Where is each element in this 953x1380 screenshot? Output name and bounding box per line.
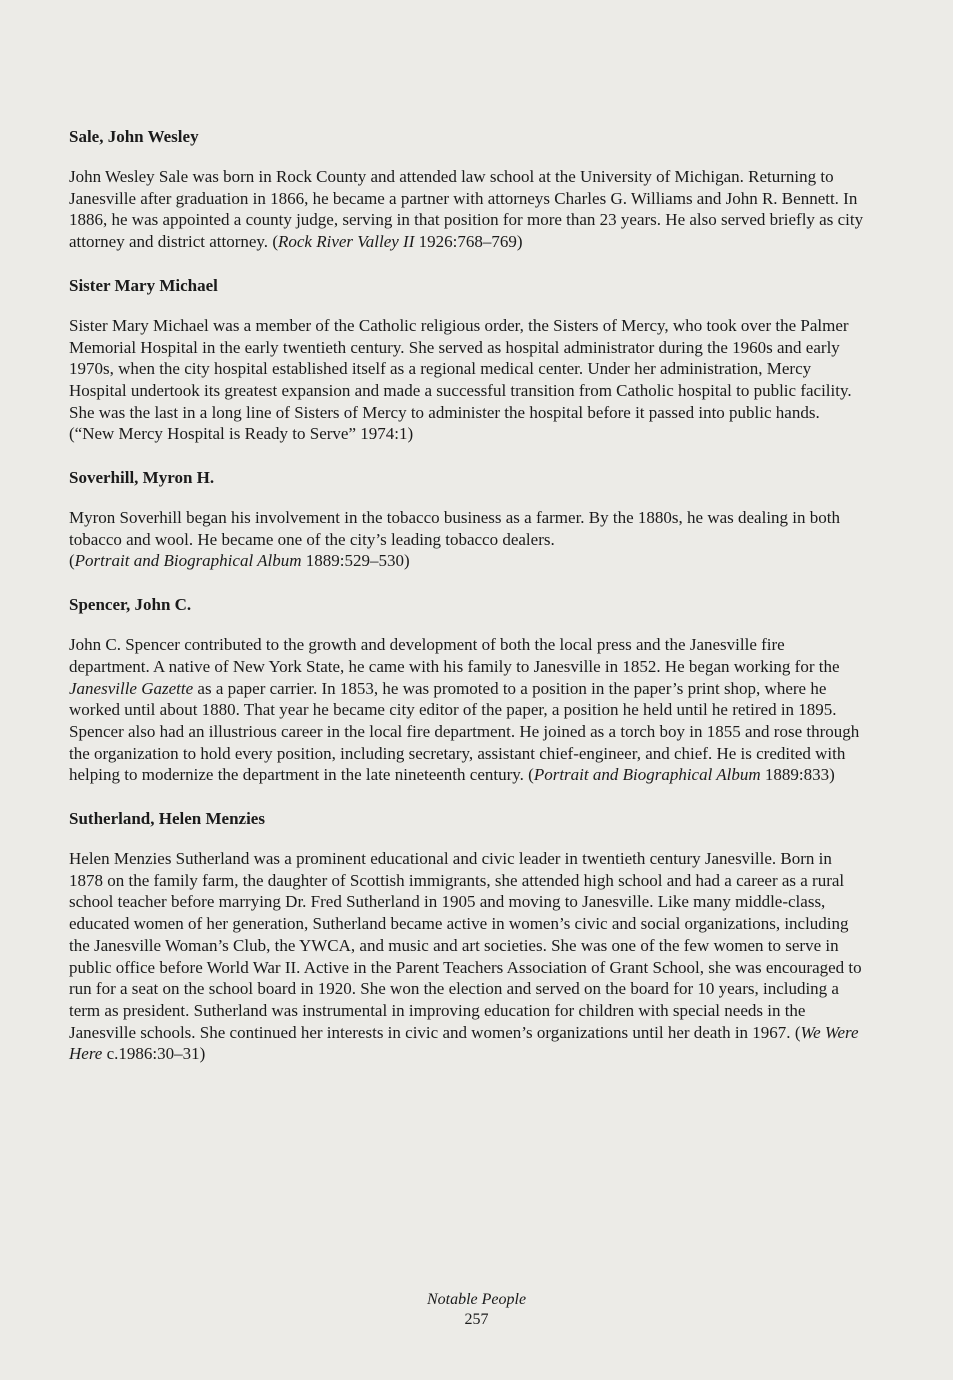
- newspaper-title: Janesville Gazette: [69, 678, 194, 698]
- entry-heading: Sale, John Wesley: [69, 127, 199, 146]
- page-number: 257: [464, 1311, 489, 1328]
- citation-open: (: [523, 765, 534, 785]
- entry-text-pre: John C. Spencer contributed to the growth and development of both the local press and the Janesville fire department. A native of New York State, he came with his family to Janesville in 1852. He began working for the: [69, 635, 840, 676]
- entry-heading: Soverhill, Myron H.: [69, 468, 215, 488]
- entry-text: Helen Menzies Sutherland was a prominent educational and civic leader in twentieth century Janesville. Born in 1878 on the family farm, the daughter of Scottish immigrants, she attended high school and had a career as a rural school teacher before marrying Dr. Fred Sutherland in 1905 and moving to Janesville. Like many middle-class, educated women of her generation, Sutherland became active in women’s civic and social organizations, including the Janesville Woman’s Club, the YWCA, and music and art societies. She was one of the few women to serve in public office before World War II. Active in the Parent Teachers Association of Grant School, she was encouraged to run for a seat on the school board in 1920. She won the election and served on the board for 10 years, including a term as president. Sutherland was instrumental in improving education for children with special needs in the Janesville schools. She continued her interests in civic and women’s organizations until her death in 1967.: [69, 849, 862, 1042]
- entry-text: Sister Mary Michael was a member of the Catholic religious order, the Sisters of Mercy, who took over the Palmer Memorial Hospital in the early twentieth century. She served as hospital administrator during the 1960s and early 1970s, when the city hospital established itself as a regional medical center. Under her administration, Mercy Hospital undertook its greatest expansion and made a successful transition from Catholic hospital to public facility. She was the last in a long line of Sisters of Mercy to administer the hospital before it passed into public hands.: [69, 315, 852, 422]
- page-footer: [0, 1290, 953, 1330]
- citation-rest: 1926:768–769): [414, 232, 523, 252]
- entry-spencer: [69, 594, 869, 786]
- entry-text: Myron Soverhill began his involvement in the tobacco business as a farmer. By the 1880s, he was dealing in both tobacco and wool. He became one of the city’s leading tobacco dealers.: [69, 508, 840, 549]
- citation-open: (: [790, 1022, 801, 1042]
- page-content: [69, 126, 869, 1087]
- entry-sale: [69, 126, 869, 253]
- entry-heading: Spencer, John C.: [69, 595, 192, 615]
- entry-heading: Sister Mary Michael: [69, 275, 218, 295]
- entry-soverhill: [69, 467, 869, 572]
- citation-title: Portrait and Biographical Album: [533, 765, 761, 785]
- citation-rest: 1889:833): [760, 765, 835, 785]
- entry-text: as a paper carrier. In 1853, he was promoted to a position in the paper’s print shop, where he worked until about 1880. That year he became city editor of the paper, a position he held until he retired in 1895. Spencer also had an illustrious career in the local fire department. He joined as a torch boy in 1855 and rose through the organization to hold every position, including secretary, assistant chief-engineer, and chief. He is credited with helping to modernize the department in the late nineteenth century.: [69, 678, 860, 785]
- citation-title: Portrait and Biographical Album: [74, 551, 302, 571]
- entry-heading: Sutherland, Helen Menzies: [69, 809, 265, 829]
- entry-body: [69, 315, 869, 445]
- citation-rest: c.1986:30–31): [102, 1044, 206, 1064]
- citation-title: Rock River Valley II: [277, 232, 415, 252]
- entry-body: [69, 634, 869, 786]
- citation-title: We Were Here: [69, 1022, 859, 1064]
- entry-sister-mary-michael: [69, 275, 869, 445]
- entry-body: Myron Soverhill began his involvement in the tobacco business as a farmer. By the 1880s, he was dealing in both tobacco and wool. He became one of the city’s leading tobacco dealers. (Portrait and Biographical Album 1889:529–530): [69, 508, 840, 571]
- entry-text: John Wesley Sale was born in Rock County and attended law school at the University of Michigan. Returning to Janesville after graduation in 1866, he became a partner with attorneys Charles G. Williams and John R. Bennett. In 1886, he was appointed a county judge, serving in that position for more than 23 years. He also served briefly as city attorney and district attorney.: [69, 167, 864, 252]
- citation-open: (“New Mercy Hospital is Ready to Serve” 1974:1): [69, 424, 414, 444]
- entry-body: [69, 848, 869, 1065]
- entry-body: [69, 166, 869, 253]
- citation-rest: 1889:529–530): [301, 551, 410, 571]
- citation-open: (: [268, 232, 278, 252]
- section-title: Notable People: [426, 1291, 527, 1308]
- entry-sutherland: [69, 808, 869, 1065]
